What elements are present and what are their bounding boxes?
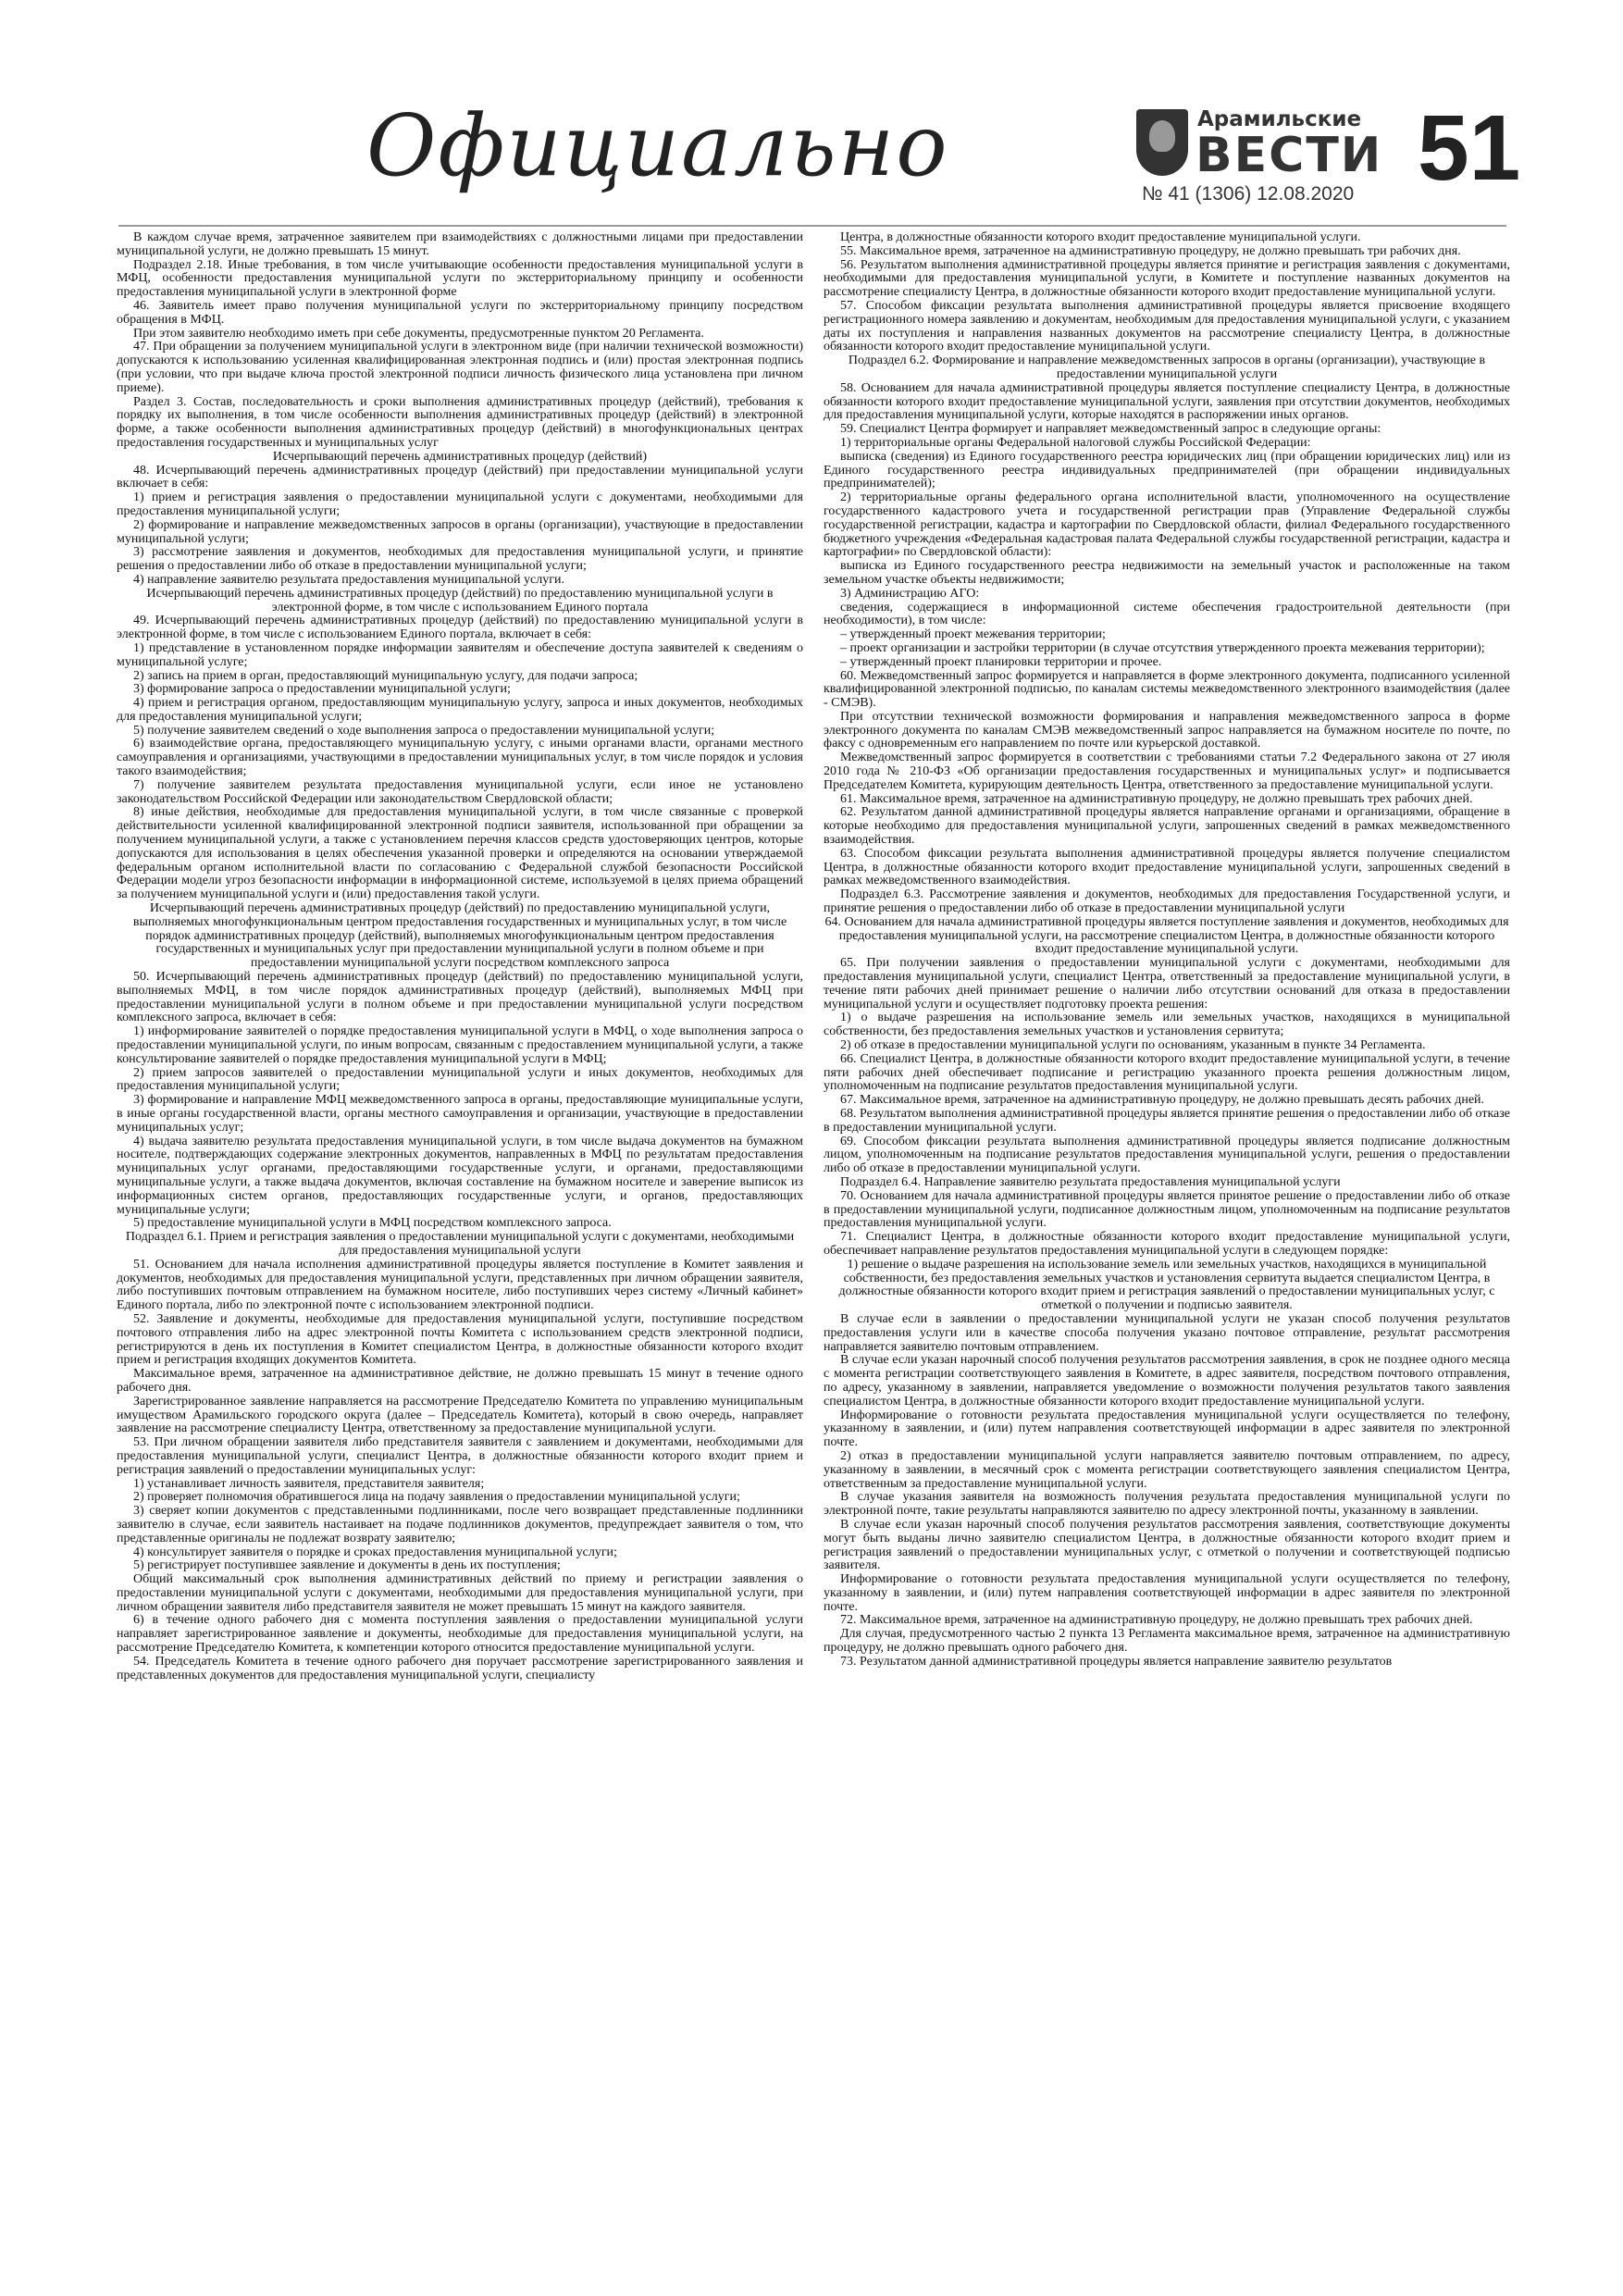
paragraph: 54. Председатель Комитета в течение одного рабочего дня поручает рассмотрение зарегистрированного заявления и представленных документов для предоставления муниципальной услуги, специалисту xyxy=(117,1654,803,1682)
paragraph: сведения, содержащиеся в информационной системе обеспечения градостроительной деятельности (при необходимости), в том числе: xyxy=(824,600,1510,628)
paragraph: 61. Максимальное время, затраченное на административную процедуру, не должно превышать трех рабочих дней. xyxy=(840,791,1473,806)
paragraph: Межведомственный запрос формируется в соответствии с требованиями статьи 7.2 Федерального закона от 27 июля 2010 года № 210-ФЗ «Об организации предоставления государственных и муниципальных услуг» и подписывается Председателем Комитета, курирующим деятельность Центра, ответственного за предоставление муниципальной услуги. xyxy=(824,751,1510,792)
paragraph: Подраздел 6.3. Рассмотрение заявления и документов, необходимых для предоставления Государственной услуги, и принятие решения о предоставлении либо об отказе в предоставлении муниципальной услуги xyxy=(824,887,1510,916)
issue-info: № 41 (1306) 12.08.2020 xyxy=(1142,183,1355,205)
paragraph: – проект организации и застройки территории (в случае отсутствия утвержденного проекта межевания территории); xyxy=(840,640,1485,655)
paragraph: 4) направление заявителю результата предоставления муниципальной услуги. xyxy=(133,572,564,587)
paragraph: Информирование о готовности результата предоставления муниципальной услуги осуществляется по телефону, указанному в заявлении, и (или) путем направления соответствующей информации в адрес заявителя по электронной почте. xyxy=(824,1572,1510,1614)
paragraph: Подраздел 6.2. Формирование и направление межведомственных запросов в органы (организации), участвующие в предоставлении муниципальной услуги xyxy=(848,354,1486,381)
paragraph: 2) проверяет полномочия обратившегося лица на подачу заявления о предоставлении муниципальной услуги; xyxy=(133,1490,740,1505)
paragraph: 59. Специалист Центра формирует и направляет межведомственный запрос в следующие органы: xyxy=(840,422,1381,437)
paragraph: 1) о выдаче разрешения на использование земель или земельных участков, находящихся в муниципальной собственности, без предоставления земельных участков и установления сервитута; xyxy=(824,1011,1510,1039)
paragraph: Раздел 3. Состав, последовательность и сроки выполнения административных процедур (действий), требования к порядку их выполнения, в том числе особенности выполнения административных процедур (действий) в электронной форме, а также особенности выполнения административных процедур (действий) в многофункциональных центрах предоставления государственных и муниципальных услуг xyxy=(117,394,803,450)
paragraph: 3) сверяет копии документов с представленными подлинниками, после чего возвращает представленные подлинники заявителю в случае, если заявитель настаивает на подаче подлинников документов, предупреждает заявителя о том, что представленные оригиналы не подлежат возврату заявителю; xyxy=(117,1504,803,1545)
paragraph: 60. Межведомственный запрос формируется и направляется в форме электронного документа, подписанного усиленной квалифицированной электронной подписью, по каналам системы межведомственного электронного взаимодействия (далее - СМЭВ). xyxy=(824,668,1510,711)
paragraph: Исчерпывающий перечень административных процедур (действий) по предоставлению муниципальной услуги, выполняемых многофункциональным центром предоставления государственных и муниципальных услуг, в том числе порядок административных процедур (действий), выполняемых многофункциональным центром предоставления государственных и муниципальных услуг при предоставлении муниципальной услуги в полном объеме и при предоставлении муниципальной услуги посредством комплексного запроса xyxy=(132,901,787,971)
paragraph: Зарегистрированное заявление направляется на рассмотрение Председателю Комитета по управлению муниципальным имуществом Арамильского городского округа (далее – Председатель Комитета), который в свою очередь, направляет заявление на рассмотрение специалисту Центра, ответственному за предоставление муниципальной услуги. xyxy=(117,1394,803,1436)
paragraph: В случае если указан нарочный способ получения результатов рассмотрения заявления, в срок не позднее одного месяца с момента регистрации соответствующего заявления в Комитете, в адрес заявителя, посредством почтового отправления, по адресу, указанному в заявлении, направляется уведомление о возможности получения результатов такого заявления специалистом Центра, в должностные обязанности которого входит предоставление муниципальной услуги. xyxy=(824,1353,1510,1409)
paragraph: 3) рассмотрение заявления и документов, необходимых для предоставления муниципальной услуги, и принятие решения о предоставлении либо об отказе в предоставлении муниципальной услуги; xyxy=(117,545,803,574)
paragraph: 64. Основанием для начала административной процедуры является поступление заявления и документов, необходимых для предоставления муниципальной услуги, на рассмотрение специалистом Центра, в должностные обязанности которого входит предоставление муниципальной услуги. xyxy=(824,914,1509,957)
coat-of-arms-icon xyxy=(1136,109,1188,176)
paragraph: 2) формирование и направление межведомственных запросов в органы (организации), участвующие в предоставлении муниципальной услуги; xyxy=(117,517,803,546)
section-title: Официально xyxy=(366,96,949,195)
paragraph: При этом заявителю необходимо иметь при себе документы, предусмотренные пунктом 20 Регламента. xyxy=(133,326,704,341)
paragraph: 5) предоставление муниципальной услуги в МФЦ посредством комплексного запроса. xyxy=(133,1216,612,1231)
paragraph: – утвержденный проект межевания территории; xyxy=(840,627,1106,642)
paragraph: Информирование о готовности результата предоставления муниципальной услуги осуществляется по телефону, указанному в заявлении, и (или) путем направления соответствующей информации в адрес заявителя по электронной почте. xyxy=(824,1408,1510,1450)
paragraph: 2) прием запросов заявителей о предоставлении муниципальной услуги и иных документов, необходимых для предоставления муниципальной услуги; xyxy=(117,1065,803,1094)
paragraph: Подраздел 6.1. Прием и регистрация заявления о предоставлении муниципальной услуги с документами, необходимыми для предоставления муниципальной услуги xyxy=(125,1230,795,1258)
paragraph: 1) прием и регистрация заявления о предоставлении муниципальной услуги с документами, необходимыми для предоставления муниципальной услуги; xyxy=(117,490,803,518)
logo-main-text: ВЕСТИ xyxy=(1196,128,1383,183)
paragraph: 65. При получении заявления о предоставлении муниципальной услуги с документами, необходимыми для предоставления муниципальной услуги, специалист Центра, ответственный за предоставление муниципальной услуги, в течение пяти рабочих дней принимает решение о наличии либо отсутствии оснований для отказа в предоставлении муниципальной услуги и осуществляет подготовку проекта решения: xyxy=(824,956,1510,1011)
paragraph: Для случая, предусмотренного частью 2 пункта 13 Регламента максимальное время, затраченное на административную процедуру, не должно превышать одного рабочего дня. xyxy=(824,1627,1510,1656)
paragraph: 5) регистрирует поступившее заявление и документы в день их поступления; xyxy=(133,1558,561,1573)
paragraph: 2) об отказе в предоставлении муниципальной услуги по основаниям, указанным в пункте 34 Регламента. xyxy=(840,1038,1426,1053)
right-column xyxy=(824,231,1510,1669)
page-number: 51 xyxy=(1418,96,1521,200)
paragraph: 58. Основанием для начала административной процедуры является поступление специалисту Центра, в должностные обязанности которого входит предоставление муниципальной услуги, заявления при отсутствии документов, необходимых для предоставления муниципальной услуги, которые находятся в распоряжении иных органов. xyxy=(824,380,1510,423)
paragraph: 1) устанавливает личность заявителя, представителя заявителя; xyxy=(133,1476,485,1491)
paragraph: выписка (сведения) из Единого государственного реестра юридических лиц (при обращении юридических лиц) или из Единого государственного реестра индивидуальных предпринимателей (при обращении индивидуальных предпринимателей); xyxy=(824,449,1510,491)
paragraph: 73. Результатом данной административной процедуры является направление заявителю результатов xyxy=(840,1654,1393,1669)
header-divider xyxy=(118,225,1506,227)
paragraph: – утвержденный проект планировки территории и прочее. xyxy=(840,654,1162,669)
paragraph: 52. Заявление и документы, необходимые для предоставления муниципальной услуги, поступившие посредством почтового отправления либо на адрес электронной почты Комитета с использованием средств электронной подписи, регистрируются в день их поступления в Комитет специалистом Центра, в должностные обязанности которого входит прием и регистрация входящих документов Комитета. xyxy=(117,1311,803,1368)
paragraph: При отсутствии технической возможности формирования и направления межведомственного запроса в форме электронного документа по каналам СМЭВ межведомственный запрос направляется на бумажном носителе по почте, по факсу с одновременным его направлением по почте или курьерской доставкой. xyxy=(824,709,1510,751)
left-column xyxy=(117,231,803,1682)
paragraph: Исчерпывающий перечень административных процедур (действий) xyxy=(272,449,648,464)
paragraph: 69. Способом фиксации результата выполнения административной процедуры является подписание должностным лицом, уполномоченным на подписание результатов предоставления муниципальной услуги, решения о предоставлении либо об отказе в предоставлении муниципальной услуги. xyxy=(824,1134,1510,1176)
paragraph: 57. Способом фиксации результата выполнения административной процедуры является присвоение входящего регистрационного номера заявлению и документам, необходимым для предоставления муниципальной услуги, с указанием даты их поступления и направления названных документов на рассмотрение специалисту Центра, в должностные обязанности которого входит предоставление муниципальной услуги. xyxy=(824,298,1510,354)
paragraph: Подраздел 6.4. Направление заявителю результата предоставления муниципальной услуги xyxy=(840,1174,1341,1189)
paragraph: 48. Исчерпывающий перечень административных процедур (действий) при предоставлении муниципальной услуги включает в себя: xyxy=(117,463,803,491)
paragraph: Исчерпывающий перечень административных процедур (действий) по предоставлению муниципальной услуги в электронной форме, в том числе с использованием Единого портала xyxy=(146,586,774,614)
paragraph: 6) в течение одного рабочего дня с момента поступления заявления о предоставлении муниципальной услуги направляет зарегистрированное заявление и документы, необходимые для предоставления муниципальной услуги, на рассмотрение Председателю Комитета, к компетенции которого относится предоставление муниципальной услуги. xyxy=(117,1613,803,1656)
paragraph: 3) формирование запроса о предоставлении муниципальной услуги; xyxy=(133,682,511,697)
paragraph: 71. Специалист Центра, в должностные обязанности которого входит предоставление муниципальной услуги, обеспечивает направление результатов предоставления муниципальной услуги в следующем порядке: xyxy=(824,1230,1510,1258)
paragraph: 50. Исчерпывающий перечень административных процедур (действий) по предоставлению муниципальной услуги, выполняемых МФЦ, в том числе порядок административных процедур (действий), выполняемых МФЦ при предоставлении муниципальной услуги в полном объеме и при предоставлении муниципальной услуги посредством комплексного запроса, включает в себя: xyxy=(117,970,803,1025)
paragraph: 51. Основанием для начала исполнения административной процедуры является поступление в Комитет заявления и документов, необходимых для предоставления муниципальной услуги, представленных при личном обращении заявителя, либо поступивших почтовым отправлением на бумажном носителе, либо поступивших через систему «Личный кабинет» Единого портала, либо по электронной почте с использованием электронной подписи. xyxy=(117,1257,803,1313)
logo-top-text: Арамильские xyxy=(1197,107,1362,131)
paragraph: 68. Результатом выполнения административной процедуры является принятие решения о предоставлении либо об отказе в предоставлении муниципальной услуги. xyxy=(824,1107,1510,1135)
paragraph: 1) информирование заявителей о порядке предоставления муниципальной услуги в МФЦ, о ходе выполнения запроса о предоставлении муниципальной услуги, по иным вопросам, связанным с предоставлением муниципальной услуги, а также консультирование заявителей о порядке предоставления муниципальной услуги в МФЦ; xyxy=(117,1024,803,1066)
paragraph: 67. Максимальное время, затраченное на административную процедуру, не должно превышать десять рабочих дней. xyxy=(840,1093,1485,1108)
paragraph: 2) отказ в предоставлении муниципальной услуги направляется заявителю почтовым отправлением, по адресу, указанному в заявлении, в месячный срок с момента регистрации соответствующего заявления специалистом Центра, ответственным за предоставление муниципальной услуги. xyxy=(824,1448,1510,1491)
paragraph: В случае указания заявителя на возможность получения результата предоставления муниципальной услуги по электронной почте, такие результаты направляются заявителю по адресу электронной почты, указанному в заявлении. xyxy=(824,1490,1510,1519)
paragraph: В случае если указан нарочный способ получения результатов рассмотрения заявления, соответствующие документы могут быть выданы лично заявителю специалистом Центра, в должностные обязанности которого входит прием и регистрация заявлений о предоставлении муниципальных услуг, с отметкой о получении и соответствующей подписью заявителя. xyxy=(824,1517,1510,1573)
paragraph: 3) формирование и направление МФЦ межведомственного запроса в органы, предоставляющие муниципальные услуги, в иные органы государственной власти, органы местного самоуправления и организации, участвующие в предоставлении муниципальных услуг; xyxy=(117,1093,803,1135)
paragraph: 3) Администрацию АГО: xyxy=(840,586,980,601)
paragraph: Максимальное время, затраченное на административное действие, не должно превышать 15 минут в течение одного рабочего дня. xyxy=(117,1367,803,1395)
paragraph: 1) территориальные органы Федеральной налоговой службы Российской Федерации: xyxy=(840,435,1311,450)
paragraph: 8) иные действия, необходимые для предоставления муниципальной услуги, в том числе связанные с проверкой действительности усиленной квалифицированной электронной подписи заявителя, использованной при обращении за получением муниципальной услуги, а также с установлением перечня классов средств удостоверяющих центров, которые допускаются для использования в целях обеспечения указанной проверки и определяются на основании утверждаемой федеральным органом исполнительной власти по согласованию с Федеральной службой безопасности Российской Федерации модели угроз безопасности информации в информационной системе, используемой в целях приема обращений за получением муниципальной услуги и (или) предоставления такой услуги. xyxy=(117,805,803,902)
newspaper-logo xyxy=(1136,104,1383,185)
paragraph: выписка из Единого государственного реестра недвижимости на земельный участок и расположенные на таком земельном участке объекты недвижимости; xyxy=(824,559,1510,587)
paragraph: 4) консультирует заявителя о порядке и сроках предоставления муниципальной услуги; xyxy=(133,1545,617,1559)
paragraph: 63. Способом фиксации результата выполнения административной процедуры является получение специалистом Центра, в должностные обязанности которого входит предоставление муниципальной услуги, запрошенных сведений в рамках межведомственного взаимодействия. xyxy=(824,846,1510,888)
paragraph: 49. Исчерпывающий перечень административных процедур (действий) по предоставлению муниципальной услуги в электронной форме, в том числе с использованием Единого портала, включает в себя: xyxy=(117,614,803,642)
paragraph: 62. Результатом данной административной процедуры является направление органами и организациями, обращение в которые необходимо для предоставления муниципальной услуги, запрошенных сведений в рамках межведомственного взаимодействия. xyxy=(824,805,1510,848)
paragraph: 46. Заявитель имеет право получения муниципальной услуги по экстерриториальному принципу посредством обращения в МФЦ. xyxy=(117,298,803,327)
paragraph: 2) запись на прием в орган, предоставляющий муниципальную услугу, для подачи запроса; xyxy=(133,668,638,683)
paragraph: 1) решение о выдаче разрешения на использование земель или земельных участков, находящихся в муниципальной собственности, без предоставления земельных участков и установления сервитута выдается специалистом Центра, в должностные обязанности которого входит прием и регистрация заявлений о предоставлении муниципальных услуг, с отметкой о получении и подписью заявителя. xyxy=(838,1257,1495,1313)
paragraph: 2) территориальные органы федерального органа исполнительной власти, уполномоченного на осуществление государственного кадастрового учета и государственной регистрации прав (Управление Федеральной службы государственной регистрации, кадастра и картографии по Свердловской области, филиал Федерального государственного бюджетного учреждения «Федеральная кадастровая палата Федеральной службы государственной регистрации, кадастра и картографии» по Свердловской области): xyxy=(824,490,1510,560)
paragraph: 53. При личном обращении заявителя либо представителя заявителя с заявлением и документами, необходимыми для предоставления муниципальной услуги, специалист Центра, в должностные обязанности которого входит прием и регистрация заявлений о предоставлении муниципальных услуг: xyxy=(117,1435,803,1477)
paragraph: 5) получение заявителем сведений о ходе выполнения запроса о предоставлении муниципальной услуги; xyxy=(133,723,715,738)
paragraph: 56. Результатом выполнения административной процедуры является принятие и регистрация заявления с документами, необходимыми для предоставления муниципальной услуги, в Комитете и поступление названных документов на рассмотрение специалисту Центра, в должностные обязанности которого входит предоставление муниципальной услуги. xyxy=(824,257,1510,300)
paragraph: Общий максимальный срок выполнения административных действий по приему и регистрации заявления о предоставлении муниципальной услуги с документами, необходимыми для предоставления муниципальной услуги, при личном обращении заявителя либо представителя заявителя не может превышать 15 минут на каждого заявителя. xyxy=(117,1572,803,1614)
paragraph: В каждом случае время, затраченное заявителем при взаимодействиях с должностными лицами при предоставлении муниципальной услуги, не должно превышать 15 минут. xyxy=(117,230,803,258)
paragraph: 4) прием и регистрация органом, предоставляющим муниципальную услугу, запроса и иных документов, необходимых для предоставления муниципальной услуги; xyxy=(117,696,803,724)
paragraph: 66. Специалист Центра, в должностные обязанности которого входит предоставление муниципальной услуги, в течение пяти рабочих дней обеспечивает подписание и регистрацию указанного проекта решения должностным лицом, уполномоченным на подписание результатов предоставления муниципальной услуги. xyxy=(824,1051,1510,1094)
paragraph: 72. Максимальное время, затраченное на административную процедуру, не должно превышать трех рабочих дней. xyxy=(840,1613,1473,1628)
paragraph: 7) получение заявителем результата предоставления муниципальной услуги, если иное не установлено законодательством Российской Федерации или законодательством Свердловской области; xyxy=(117,777,803,806)
paragraph: В случае если в заявлении о предоставлении муниципальной услуги не указан способ получения результатов предоставления услуги или в качестве способа получения указано почтовое отправление, результат рассмотрения направляется заявителю почтовым отправлением. xyxy=(824,1311,1510,1354)
page-header xyxy=(0,0,1623,231)
paragraph: 6) взаимодействие органа, предоставляющего муниципальную услугу, с иными органами власти, органами местного самоуправления и организациями, участвующими в предоставлении муниципальных услуг, в том числе порядок и условия такого взаимодействия; xyxy=(117,737,803,779)
paragraph: Подраздел 2.18. Иные требования, в том числе учитывающие особенности предоставления муниципальной услуги в МФЦ, особенности предоставления муниципальной услуги по экстерриториальному принципу и особенности предоставления муниципальной услуги в электронной форме xyxy=(117,257,803,300)
paragraph: 1) представление в установленном порядке информации заявителям и обеспечение доступа заявителей к сведениям о муниципальной услуге; xyxy=(117,640,803,669)
paragraph: 47. При обращении за получением муниципальной услуги в электронном виде (при наличии технической возможности) допускаются к использованию усиленная квалифицированная электронная подпись и (или) простая электронная подпись (при условии, что при выдаче ключа простой электронной подписи личность физического лица установлена при личном приеме). xyxy=(117,340,803,395)
paragraph: Центра, в должностные обязанности которого входит предоставление муниципальной услуги. xyxy=(840,230,1361,244)
paragraph: 4) выдача заявителю результата предоставления муниципальной услуги, в том числе выдача документов на бумажном носителе, подтверждающих содержание электронных документов, направленных в МФЦ по результатам предоставления муниципальных услуг органами, предоставляющими государственные услуги, и органами, предоставляющими муниципальные услуги, а также выдача документов, включая составление на бумажном носителе и заверение выписок из информационных систем органов, предоставляющих государственные услуги, и органов, предоставляющих муниципальные услуги; xyxy=(117,1134,803,1217)
paragraph: 70. Основанием для начала административной процедуры является принятое решение о предоставлении либо об отказе в предоставлении муниципальной услуги, подписанное должностным лицом, уполномоченным на подписание результатов предоставления муниципальной услуги. xyxy=(824,1188,1510,1231)
paragraph: 55. Максимальное время, затраченное на административную процедуру, не должно превышать три рабочих дня. xyxy=(840,243,1461,258)
